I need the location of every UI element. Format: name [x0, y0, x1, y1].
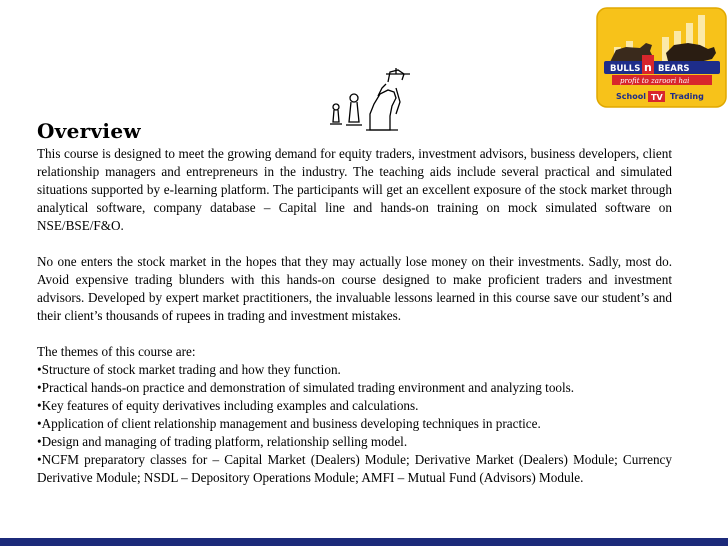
- theme-text: Application of client relationship management and business developing techniques in practice.: [41, 416, 541, 431]
- bullet-glyph: •: [37, 380, 42, 395]
- intro-paragraph: This course is designed to meet the growing demand for equity traders, investment advisors, business developers, client relationship managers and entrepreneurs in the industry. The teaching aids include several practical and simulated situations supported by e-learning platform. The participants will get an excellent exposure of the stock market through analytical software, company database – Capital line and hands-on training on mock simulated software on NSE/BSE/F&O.: [37, 146, 672, 233]
- logo-tv: TV: [651, 93, 663, 102]
- theme-item: [37, 433, 672, 451]
- bullet-glyph: •: [37, 434, 42, 449]
- logo-brand-left: BULLS: [610, 64, 641, 74]
- bulls-n-bears-logo: [596, 7, 727, 108]
- course-overview-body: [37, 145, 672, 487]
- theme-item: [37, 415, 672, 433]
- logo-tagline: profit to zaroori hai: [620, 77, 690, 85]
- theme-text: Structure of stock market trading and how they function.: [41, 362, 341, 377]
- bullet-glyph: •: [37, 452, 42, 467]
- themes-intro: The themes of this course are:: [37, 344, 196, 359]
- logo-school: School: [616, 92, 646, 101]
- theme-text: Practical hands-on practice and demonstration of simulated trading environment and analyzing tools.: [41, 380, 575, 395]
- bullet-glyph: •: [37, 362, 42, 377]
- logo-brand-right: BEARS: [658, 64, 690, 74]
- theme-item: [37, 361, 672, 379]
- chess-pieces-illustration: [326, 68, 414, 134]
- logo-brand-mid: n: [644, 61, 652, 74]
- theme-item: [37, 397, 672, 415]
- page-title: Overview: [37, 119, 141, 143]
- logo-trading: Trading: [670, 92, 704, 101]
- motivation-paragraph: No one enters the stock market in the hopes that they may actually lose money on their investments. Sadly, most do. Avoid expensive trading blunders with this hands-on course designed to make proficient traders and investment advisors. Developed by expert market practitioners, the invaluable lessons learned in this course save our student’s and their client’s thousands of rupees in trading and investment mistakes.: [37, 254, 672, 323]
- bullet-glyph: •: [37, 398, 42, 413]
- footer-bar: [0, 538, 728, 546]
- bullet-glyph: •: [37, 416, 42, 431]
- theme-item: [37, 451, 672, 487]
- theme-text: NCFM preparatory classes for – Capital Market (Dealers) Module; Derivative Market (Dealers) Module; Currency Derivative Module; NSDL – Depository Operations Module; AMFI – Mutual Fund (Advisors) Module.: [37, 452, 672, 485]
- theme-text: Key features of equity derivatives including examples and calculations.: [41, 398, 419, 413]
- theme-item: [37, 379, 672, 397]
- theme-text: Design and managing of trading platform, relationship selling model.: [41, 434, 408, 449]
